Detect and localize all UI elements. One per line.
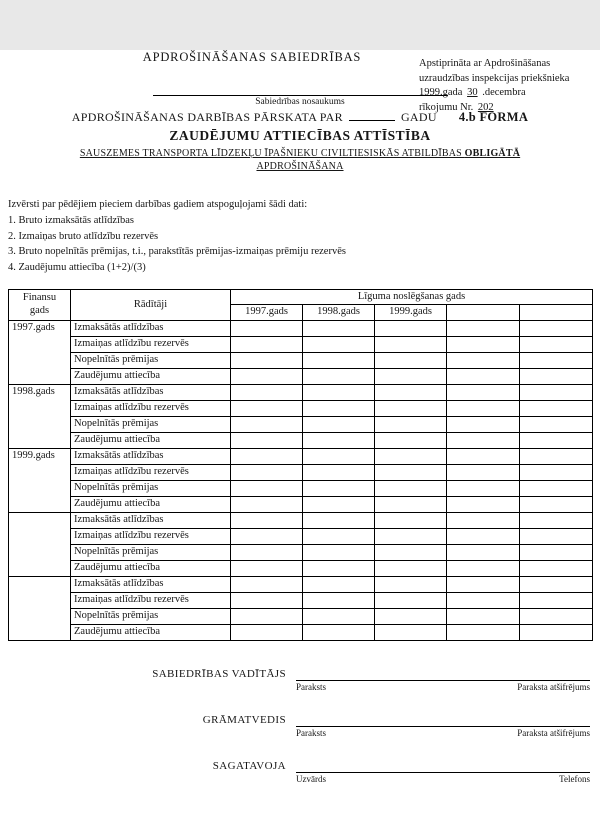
signature-section [8,667,592,784]
signature-row-accountant [8,713,592,738]
indicator-cell: Nopelnītās prēmijas [71,352,231,368]
indicator-cell: Izmaksātās atlīdzības [71,320,231,336]
value-cell [520,384,593,400]
value-cell [447,480,520,496]
value-cell [447,384,520,400]
value-cell [231,384,303,400]
indicator-cell: Izmaiņas atlīdzību rezervēs [71,400,231,416]
value-cell [375,624,447,640]
value-cell [520,608,593,624]
report-line-post: GADU [400,110,437,124]
value-cell [231,624,303,640]
table-row [9,352,593,368]
value-cell [447,528,520,544]
value-cell [520,560,593,576]
table-header-row-1 [9,289,593,305]
table-row [9,528,593,544]
value-cell [303,368,375,384]
value-cell [231,368,303,384]
signature-labels [296,773,590,784]
value-cell [520,624,593,640]
value-cell [231,608,303,624]
column-header-year-1999: 1999.gads [375,305,447,321]
signature-line [296,759,590,773]
value-cell [447,624,520,640]
column-header-year-blank-2 [520,305,593,321]
subtitle-line-1-text [80,148,520,159]
approval-date-post: .decembra [482,87,526,99]
table-row [9,416,593,432]
value-cell [447,432,520,448]
value-cell [375,560,447,576]
table-row [9,512,593,528]
indicator-cell: Zaudējumu attiecība [71,368,231,384]
table-row [9,576,593,592]
value-cell [520,464,593,480]
value-cell [303,480,375,496]
value-cell [375,496,447,512]
value-cell [375,384,447,400]
table-row [9,480,593,496]
indicator-cell: Izmaksātās atlīdzības [71,448,231,464]
value-cell [303,464,375,480]
value-cell [520,528,593,544]
value-cell [231,576,303,592]
indicator-cell: Izmaksātās atlīdzības [71,384,231,400]
company-name-label: Sabiedrības nosaukums [255,97,345,107]
approval-order-pre: rīkojumu Nr. [419,102,474,114]
value-cell [375,432,447,448]
value-cell [375,512,447,528]
value-cell [303,624,375,640]
signature-area [296,713,590,738]
value-cell [375,480,447,496]
value-cell [375,464,447,480]
value-cell [303,400,375,416]
value-cell [303,544,375,560]
signature-line [296,667,590,681]
table-row [9,560,593,576]
form-number: 4.b FORMA [458,110,529,124]
value-cell [447,512,520,528]
value-cell [231,496,303,512]
approval-line-1: Apstiprināta ar Apdrošināšanas [419,58,551,69]
instruction-item-1: 1. Bruto izmaksātās atlīdzības [8,214,134,226]
indicator-cell: Izmaksātās atlīdzības [71,512,231,528]
approval-line-3 [419,86,597,101]
signature-row-preparer [8,759,592,784]
signature-labels [296,681,590,692]
value-cell [375,544,447,560]
indicator-cell: Zaudējumu attiecība [71,624,231,640]
approval-line-2: uzraudzības inspekcijas priekšnieka [419,72,570,84]
value-cell [375,368,447,384]
indicator-cell: Izmaksātās atlīdzības [71,576,231,592]
value-cell [231,512,303,528]
value-cell [303,416,375,432]
year-blank-field [349,109,395,121]
value-cell [375,400,447,416]
subtitle-line-2-text: APDROŠINĀŠANA [256,161,344,172]
value-cell [303,528,375,544]
signature-right-label: Paraksta atšifrējums [517,681,590,692]
value-cell [375,528,447,544]
value-cell [375,320,447,336]
value-cell [447,368,520,384]
signature-line [296,713,590,727]
indicator-cell: Zaudējumu attiecība [71,496,231,512]
value-cell [447,544,520,560]
value-cell [520,480,593,496]
table-row [9,400,593,416]
table-row [9,448,593,464]
signature-left-label: Paraksts [296,727,326,738]
company-heading: APDROŠINĀŠANAS SABIEDRĪBAS [142,50,362,64]
value-cell [447,560,520,576]
table-row [9,496,593,512]
table-header [9,289,593,320]
value-cell [375,336,447,352]
value-cell [231,400,303,416]
subtitle-line-2 [8,160,592,173]
indicator-cell: Zaudējumu attiecība [71,560,231,576]
value-cell [303,384,375,400]
subtitle-line-1 [8,147,592,160]
value-cell [520,592,593,608]
table-row [9,432,593,448]
indicator-cell: Nopelnītās prēmijas [71,416,231,432]
value-cell [303,352,375,368]
column-header-year-1998: 1998.gads [303,305,375,321]
subtitle-normal: SAUSZEMES TRANSPORTA LĪDZEKĻU ĪPAŠNIEKU CIVILTIESISKĀS ATBILDĪBAS [79,148,465,159]
value-cell [303,592,375,608]
signature-role-label: SAGATAVOJA [212,759,286,772]
value-cell [447,448,520,464]
value-cell [303,432,375,448]
subtitle-bold: OBLIGĀTĀ [464,148,521,159]
column-header-year-1997: 1997.gads [231,305,303,321]
value-cell [303,496,375,512]
value-cell [231,336,303,352]
indicator-cell: Izmaiņas atlīdzību rezervēs [71,336,231,352]
finansu-gads-cell: 1997.gads [9,320,71,384]
instruction-item-2: 2. Izmaiņas bruto atlīdzību rezervēs [8,230,159,242]
value-cell [303,560,375,576]
value-cell [303,448,375,464]
value-cell [520,512,593,528]
form-subtitle [8,147,592,173]
value-cell [447,416,520,432]
value-cell [447,320,520,336]
finansu-gads-cell: 1999.gads [9,448,71,512]
value-cell [520,320,593,336]
value-cell [375,448,447,464]
signature-right-label: Telefons [559,773,590,784]
table-row [9,624,593,640]
signature-role-label: GRĀMATVEDIS [202,713,286,726]
value-cell [375,592,447,608]
column-header-liguma-gads: Līguma noslēgšanas gads [231,289,593,305]
value-cell [375,416,447,432]
signature-area [296,667,590,692]
approval-date-day: 30 [467,87,478,99]
finansu-gads-cell [9,576,71,640]
value-cell [231,560,303,576]
company-name-field [153,95,448,107]
value-cell [520,368,593,384]
value-cell [447,464,520,480]
value-cell [231,448,303,464]
signature-labels [296,727,590,738]
approval-line-4 [419,101,597,116]
indicator-cell: Izmaiņas atlīdzību rezervēs [71,528,231,544]
value-cell [520,400,593,416]
form-content [0,50,600,784]
value-cell [520,352,593,368]
indicator-cell: Izmaiņas atlīdzību rezervēs [71,592,231,608]
instruction-item-3: 3. Bruto nopelnītās prēmijas, t.i., parakstītās prēmijas-izmaiņas prēmiju rezervēs [8,246,346,258]
value-cell [375,608,447,624]
value-cell [520,496,593,512]
table-row [9,544,593,560]
value-cell [447,608,520,624]
value-cell [447,592,520,608]
table-row [9,368,593,384]
table-row [9,592,593,608]
value-cell [375,352,447,368]
indicator-cell: Nopelnītās prēmijas [71,608,231,624]
indicator-cell: Nopelnītās prēmijas [71,544,231,560]
value-cell [231,528,303,544]
approval-block [419,57,597,116]
report-line-pre: APDROŠINĀŠANAS DARBĪBAS PĀRSKATA PAR [71,110,343,124]
table-row [9,608,593,624]
column-header-finansu-gads: Finansu gads [9,289,71,320]
finansu-gads-cell: 1998.gads [9,384,71,448]
signature-area [296,759,590,784]
loss-ratio-table [8,289,593,641]
approval-date-pre: 1999.gada [419,87,463,99]
form-page [0,50,600,824]
value-cell [447,352,520,368]
value-cell [231,592,303,608]
approval-order-number: 202 [477,102,494,114]
value-cell [447,336,520,352]
signature-left-label: Uzvārds [296,773,326,784]
signature-right-label: Paraksta atšifrējums [517,727,590,738]
value-cell [520,576,593,592]
value-cell [303,512,375,528]
value-cell [447,400,520,416]
value-cell [447,496,520,512]
value-cell [520,336,593,352]
column-header-raditaji: Rādītāji [71,289,231,320]
value-cell [303,608,375,624]
instructions-intro: Izvērsti par pēdējiem pieciem darbības gadiem atspoguļojami šādi dati: [8,199,308,210]
value-cell [231,352,303,368]
table-row [9,384,593,400]
table-row [9,336,593,352]
value-cell [447,576,520,592]
column-header-year-blank-1 [447,305,520,321]
value-cell [231,544,303,560]
value-cell [303,336,375,352]
form-title: ZAUDĒJUMU ATTIECĪBAS ATTĪSTĪBA [169,128,431,143]
value-cell [303,320,375,336]
instruction-item-4: 4. Zaudējumu attiecība (1+2)/(3) [8,262,146,273]
signature-row-director [8,667,592,692]
table-row [9,320,593,336]
value-cell [303,576,375,592]
indicator-cell: Izmaiņas atlīdzību rezervēs [71,464,231,480]
value-cell [375,576,447,592]
value-cell [231,480,303,496]
indicator-cell: Zaudējumu attiecība [71,432,231,448]
value-cell [520,416,593,432]
value-cell [520,432,593,448]
table-row [9,464,593,480]
value-cell [231,464,303,480]
indicator-cell: Nopelnītās prēmijas [71,480,231,496]
table-body [9,320,593,640]
signature-left-label: Paraksts [296,681,326,692]
value-cell [231,416,303,432]
value-cell [231,432,303,448]
value-cell [520,544,593,560]
value-cell [520,448,593,464]
signature-role-label: SABIEDRĪBAS VADĪTĀJS [152,667,286,680]
instructions-block [8,197,592,276]
value-cell [231,320,303,336]
finansu-gads-cell [9,512,71,576]
